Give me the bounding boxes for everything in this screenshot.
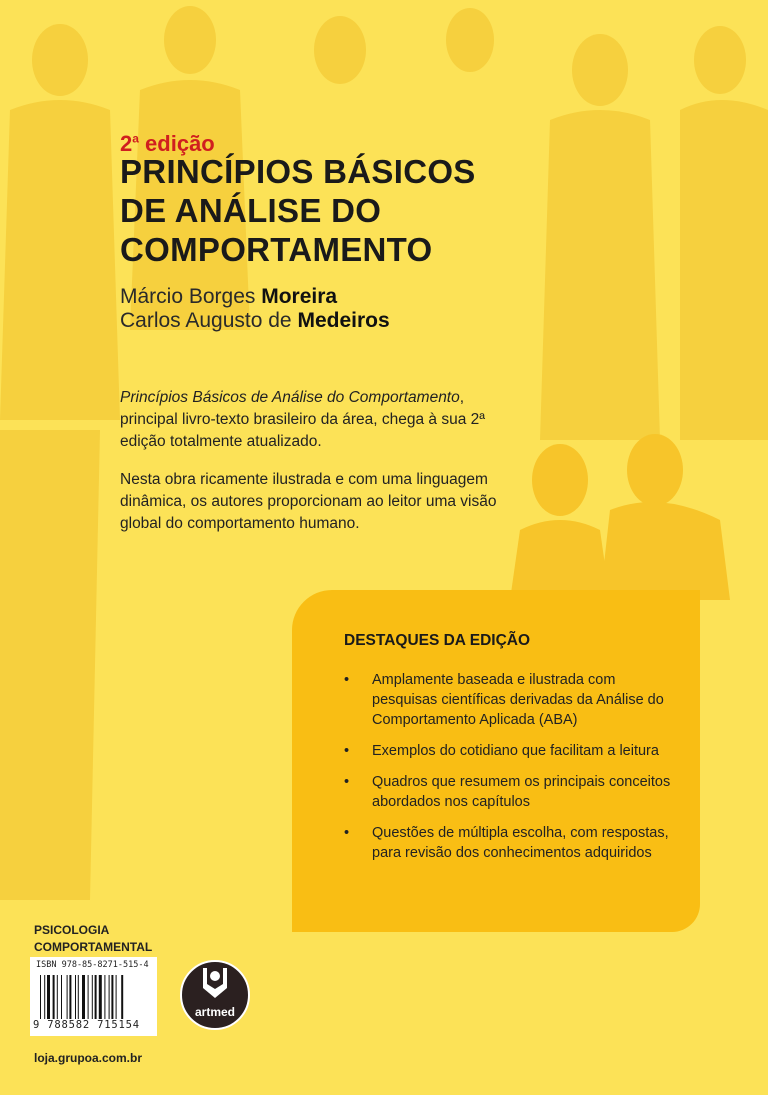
barcode-bar (99, 975, 102, 1019)
barcode-bar (109, 975, 110, 1019)
highlight-item: • Quadros que resumem os principais conceitos abordados nos capítulos (344, 772, 684, 812)
description-paragraph (120, 469, 520, 535)
highlights-box (292, 590, 700, 932)
barcode-bar (44, 975, 45, 1019)
edition-ordinal: a (132, 131, 139, 146)
barcode-bar (92, 975, 93, 1019)
barcode-bar (78, 975, 79, 1019)
author-given-name: Márcio Borges (120, 285, 262, 308)
book-title (120, 152, 476, 269)
category-line: COMPORTAMENTAL (34, 940, 153, 954)
author (120, 309, 390, 333)
isbn-barcode (30, 957, 157, 1036)
barcode-digits: 9 788582 715154 (33, 1019, 140, 1031)
barcode-bar (95, 975, 97, 1019)
edition-word: edição (138, 131, 215, 156)
barcode-bar (53, 975, 55, 1019)
highlights-list (344, 670, 684, 874)
barcode-bar (88, 975, 89, 1019)
description-text: Nesta obra ricamente ilustrada e com uma linguagem dinâmica, os autores proporcionam ao leitor uma visão global do comportamento humano. (120, 471, 497, 532)
category-line: PSICOLOGIA (34, 923, 110, 937)
barcode-bar (69, 975, 71, 1019)
publisher-name: artmed (194, 1005, 235, 1019)
description-paragraph (120, 387, 520, 453)
barcode-bars (40, 975, 153, 1019)
title-line: PRINCÍPIOS BÁSICOS (120, 153, 476, 190)
author-given-name: Carlos Augusto de (120, 309, 298, 332)
highlight-item: • Amplamente baseada e ilustrada com pesquisas científicas derivadas da Análise do Comportamento Aplicada (ABA) (344, 670, 684, 730)
barcode-bar (111, 975, 113, 1019)
author (120, 285, 390, 309)
barcode-bar (47, 975, 50, 1019)
description (120, 387, 520, 551)
category-label (34, 922, 152, 956)
barcode-bar (116, 975, 117, 1019)
barcode-bar (104, 975, 105, 1019)
edition-number: 2 (120, 131, 133, 156)
barcode-bar (121, 975, 123, 1019)
highlights-heading: DESTAQUES DA EDIÇÃO (344, 632, 531, 649)
author-surname: Medeiros (297, 309, 390, 332)
reader-icon (182, 962, 248, 1006)
title-line: COMPORTAMENTO (120, 231, 433, 268)
authors (120, 285, 390, 333)
description-text: , principal livro-texto brasileiro da área, chega à sua 2ª edição totalmente atualizado. (120, 389, 486, 450)
barcode-bar (61, 975, 62, 1019)
highlight-item: • Questões de múltipla escolha, com respostas, para revisão dos conhecimentos adquiridos (344, 823, 684, 863)
barcode-bar (67, 975, 68, 1019)
barcode-bar (40, 975, 41, 1019)
barcode-bar (57, 975, 58, 1019)
author-surname: Moreira (261, 285, 338, 308)
title-line: DE ANÁLISE DO (120, 192, 382, 229)
isbn-text: ISBN 978-85-8271-515-4 (36, 960, 149, 970)
barcode-bar (75, 975, 76, 1019)
barcode-bar (82, 975, 85, 1019)
store-url: loja.grupoa.com.br (34, 1051, 143, 1065)
artmed-logo (180, 960, 250, 1030)
highlight-item: • Exemplos do cotidiano que facilitam a leitura (344, 741, 684, 761)
description-italic: Princípios Básicos de Análise do Comportamento (120, 389, 460, 406)
